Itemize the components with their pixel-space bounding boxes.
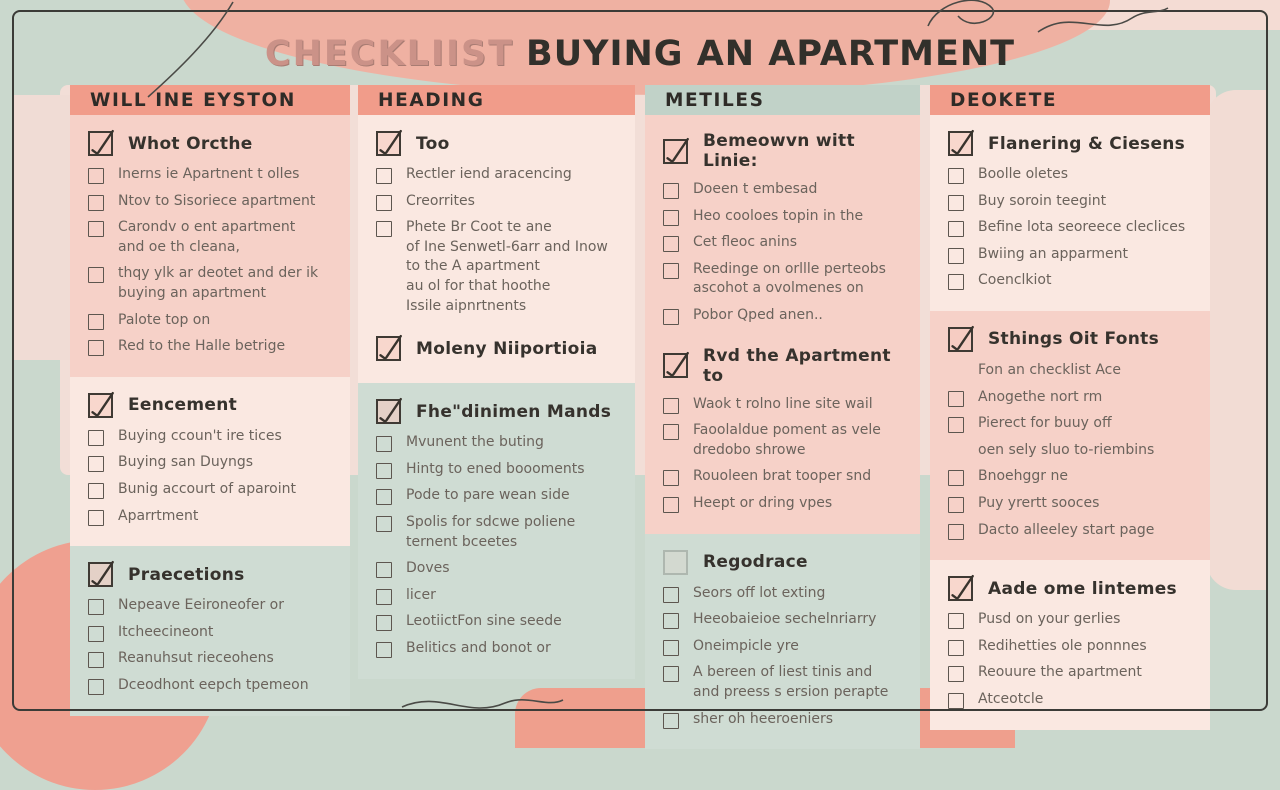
item-text [406, 486, 570, 506]
item-text [693, 395, 873, 415]
item-line: Belitics and bonot or [406, 639, 551, 656]
item-text [118, 623, 213, 643]
item-line: sher oh heeroeniers [693, 710, 834, 727]
item-text [693, 306, 823, 326]
section-title: Flanering & Ciesens [988, 133, 1186, 154]
section-title: Too [416, 133, 450, 154]
checklist-item [376, 165, 623, 185]
item-text [406, 192, 475, 212]
item-line: Creorrites [406, 192, 475, 209]
item-checkbox[interactable] [88, 626, 104, 642]
item-text [693, 467, 871, 487]
item-text [406, 165, 572, 185]
column-header-label: WILL INE EYSTON [90, 89, 296, 111]
item-checkbox[interactable] [88, 168, 104, 184]
item-checkbox[interactable] [948, 640, 964, 656]
section-checkbox[interactable] [663, 550, 688, 575]
item-checkbox[interactable] [88, 340, 104, 356]
item-line: Anogethe nort rm [978, 388, 1103, 405]
section-header [663, 346, 908, 386]
column-header [358, 85, 635, 115]
checklist-item [663, 494, 908, 514]
item-text [118, 337, 285, 357]
check-icon [88, 391, 115, 420]
check-icon [88, 560, 115, 589]
item-line: Carondv o ent apartment [118, 219, 296, 236]
section-checkbox[interactable] [948, 131, 973, 156]
section-title: Rvd the Apartment to [703, 345, 891, 386]
item-text [406, 218, 608, 316]
item-checkbox[interactable] [948, 221, 964, 237]
panel [70, 377, 350, 546]
item-line: Bunig accourt of aparoint [118, 480, 296, 497]
checklist-item [88, 507, 338, 527]
item-line: buying an apartment [118, 284, 266, 301]
checklist-item [376, 460, 623, 480]
item-checkbox[interactable] [948, 248, 964, 264]
item-checkbox[interactable] [88, 483, 104, 499]
item-line: Ntov to Sisoriece apartment [118, 192, 316, 209]
item-text [978, 467, 1068, 487]
item-checkbox[interactable] [948, 391, 964, 407]
section-header [376, 399, 623, 424]
column-2 [358, 85, 635, 679]
item-text [978, 388, 1102, 408]
checklist-item [376, 639, 623, 659]
item-checkbox[interactable] [663, 309, 679, 325]
panel [645, 115, 920, 534]
item-text [118, 427, 282, 447]
item-line: Inerns ie Apartnent t olles [118, 166, 300, 182]
check-icon [948, 325, 975, 354]
item-checkbox[interactable] [88, 652, 104, 668]
section-title: Whot Orcthe [128, 133, 253, 154]
column-header [70, 85, 350, 115]
section-checkbox[interactable] [663, 353, 688, 378]
item-line: Atceotcle [978, 690, 1044, 707]
item-text [118, 218, 295, 257]
checklist-item [948, 467, 1198, 487]
item-line: dredobo shrowe [693, 441, 806, 458]
item-checkbox[interactable] [663, 470, 679, 486]
column-4 [930, 85, 1210, 730]
item-checkbox[interactable] [88, 267, 104, 283]
column-header-label: DEOKETE [950, 89, 1058, 111]
item-text [693, 637, 799, 657]
check-icon [376, 334, 403, 363]
checklist-item [376, 612, 623, 632]
item-checkbox[interactable] [376, 221, 392, 237]
item-text [118, 596, 284, 616]
item-line: and oe th cleana, [118, 238, 240, 255]
item-line: Hintg to ened boooments [406, 460, 585, 477]
item-line: ascohot a ovolmenes on [693, 280, 864, 297]
item-line: thqy ylk ar deotet and der ik [118, 265, 319, 282]
item-text [118, 676, 309, 696]
panel [645, 534, 920, 750]
item-line: Rouoleen brat tooper snd [693, 468, 872, 485]
section-checkbox[interactable] [948, 327, 973, 352]
checklist-item [948, 610, 1198, 630]
item-line: Pierect for buuy off [978, 415, 1112, 432]
item-text [118, 480, 296, 500]
section-header [88, 562, 338, 587]
item-checkbox[interactable] [948, 274, 964, 290]
checklist-item [948, 218, 1198, 238]
section-header [948, 327, 1198, 352]
check-icon [663, 351, 690, 380]
title-main-words: BUYING AN APARTMENT [526, 34, 1016, 74]
check-icon [948, 129, 975, 158]
item-text [978, 271, 1051, 291]
checklist-item [663, 207, 908, 227]
item-line: of Ine Senwetl-6arr and Inow [406, 238, 608, 255]
item-checkbox[interactable] [663, 497, 679, 513]
checklist-item [88, 311, 338, 331]
checklist-item [663, 584, 908, 604]
item-text [978, 610, 1120, 630]
item-line: Pobor Qped anen.. [693, 306, 823, 323]
section-title: Fhe"dinimen Mands [416, 401, 612, 422]
checklist-item [948, 690, 1198, 710]
item-checkbox[interactable] [376, 489, 392, 505]
item-text [978, 414, 1112, 434]
column-header-label: HEADING [378, 89, 485, 111]
item-checkbox[interactable] [376, 562, 392, 578]
item-text [693, 207, 863, 227]
checklist-item [948, 192, 1198, 212]
section-checkbox[interactable] [663, 139, 688, 164]
item-text [978, 663, 1142, 683]
item-checkbox[interactable] [376, 436, 392, 452]
section-header [663, 131, 908, 171]
item-checkbox[interactable] [376, 589, 392, 605]
section-checkbox[interactable] [376, 336, 401, 361]
panel [930, 311, 1210, 560]
item-line: Buying ccoun't ire tices [118, 427, 282, 444]
section-header [88, 131, 338, 156]
item-line: Coenclkiot [978, 272, 1052, 289]
item-text [693, 421, 881, 460]
item-text [693, 710, 833, 730]
checklist-item [88, 623, 338, 643]
checklist-item [663, 395, 908, 415]
section-title: Moleny Niiportioia [416, 338, 598, 359]
section-header [948, 576, 1198, 601]
item-text [978, 441, 1154, 461]
item-line: Befine lota seoreece cleclices [978, 219, 1186, 236]
item-line: Dceodhont eepch tpemeon [118, 676, 309, 693]
checklist-item [948, 494, 1198, 514]
item-checkbox[interactable] [663, 183, 679, 199]
item-text [406, 433, 544, 453]
column-header [930, 85, 1210, 115]
checklist-item [376, 559, 623, 579]
item-text [978, 245, 1128, 265]
checklist-item [948, 271, 1198, 291]
item-line: Pode to pare wean side [406, 487, 570, 504]
checklist-item [663, 467, 908, 487]
checklist-item [88, 596, 338, 616]
item-checkbox[interactable] [88, 221, 104, 237]
section-header [376, 131, 623, 156]
item-text [978, 690, 1043, 710]
item-text [693, 584, 825, 604]
item-text [978, 494, 1099, 514]
checklist-item [663, 306, 908, 326]
section-checkbox[interactable] [88, 562, 113, 587]
item-text [406, 513, 575, 552]
item-line: Doeen t embesad [693, 181, 818, 197]
item-checkbox[interactable] [88, 510, 104, 526]
checklist-item [88, 427, 338, 447]
column-1 [70, 85, 350, 716]
panel [930, 560, 1210, 729]
item-checkbox[interactable] [948, 195, 964, 211]
checklist-item [948, 637, 1198, 657]
item-text [978, 218, 1185, 238]
item-line: Dacto alleeley start page [978, 521, 1155, 538]
item-line: Phete Br Coot te ane [406, 219, 552, 236]
item-line: Rectler iend aracencing [406, 166, 572, 182]
checklist-item [663, 233, 908, 253]
item-checkbox[interactable] [948, 497, 964, 513]
item-line: Faoolaldue poment as vele [693, 422, 881, 439]
panel [70, 546, 350, 715]
item-text [978, 361, 1121, 381]
item-line: Bwiing an apparment [978, 245, 1129, 262]
item-line: Nepeave Eeironeofer or [118, 597, 284, 614]
item-line: Reouure the apartment [978, 664, 1142, 681]
item-line: Mvunent the buting [406, 434, 544, 451]
checklist-item [88, 649, 338, 669]
item-line: Itcheecineont [118, 623, 214, 640]
item-checkbox[interactable] [948, 168, 964, 184]
checklist-item [88, 192, 338, 212]
item-checkbox[interactable] [663, 236, 679, 252]
item-text [406, 559, 450, 579]
item-checkbox[interactable] [948, 417, 964, 433]
checklist-item [376, 433, 623, 453]
section-title: Bemeowvn witt Linie: [703, 131, 855, 171]
item-checkbox[interactable] [88, 456, 104, 472]
title-accent-word: CHECKLIIST [264, 34, 515, 74]
item-line: Buy soroin teegint [978, 192, 1107, 209]
checklist-item [88, 453, 338, 473]
checklist-item [376, 486, 623, 506]
item-line: Buying san Duyngs [118, 454, 254, 471]
item-checkbox[interactable] [88, 679, 104, 695]
item-line: Heeobaieioe sechelnriarry [693, 611, 877, 628]
item-checkbox[interactable] [948, 470, 964, 486]
checklist-item [948, 663, 1198, 683]
section-checkbox[interactable] [88, 393, 113, 418]
item-text [406, 612, 562, 632]
checklist-item [376, 586, 623, 606]
section-title: Praecetions [128, 564, 245, 585]
section-checkbox[interactable] [948, 576, 973, 601]
check-icon [376, 397, 403, 426]
column-header-label: METILES [665, 89, 765, 111]
item-line: Pusd on your gerlies [978, 611, 1121, 628]
item-line: Doves [406, 560, 450, 577]
item-checkbox[interactable] [88, 599, 104, 615]
item-text [406, 639, 551, 659]
item-line: Waok t rolno line site wail [693, 395, 873, 412]
item-text [978, 521, 1154, 541]
item-text [693, 610, 876, 630]
item-checkbox[interactable] [663, 640, 679, 656]
checklist-item [88, 676, 338, 696]
item-line: LeotiictFon sine seede [406, 613, 562, 630]
item-text [978, 192, 1106, 212]
checklist-item [663, 421, 908, 460]
item-line: A bereen of liest tinis and [693, 664, 873, 681]
check-icon [663, 137, 690, 166]
item-line: oen sely sluo to-riembins [978, 441, 1155, 458]
check-icon [948, 574, 975, 603]
check-icon [88, 129, 115, 158]
item-text [693, 180, 817, 200]
item-text [978, 165, 1068, 185]
item-line: and preess s ersion perapte [693, 683, 889, 700]
item-text [118, 311, 210, 331]
checklist-item [948, 521, 1198, 541]
item-line: Seors off lot exting [693, 584, 826, 601]
item-text [118, 649, 274, 669]
item-line: Reedinge on orllle perteobs [693, 260, 886, 277]
checklist-item [663, 260, 908, 299]
checklist-item [376, 218, 623, 316]
item-line: Palote top on [118, 311, 211, 328]
item-text [118, 453, 253, 473]
item-line: Red to the Halle betrige [118, 338, 286, 355]
checklist-item [948, 388, 1198, 408]
checklist-item [88, 165, 338, 185]
panel [930, 115, 1210, 311]
item-checkbox[interactable] [663, 210, 679, 226]
section-title: Sthings Oit Fonts [988, 329, 1159, 350]
panel [358, 115, 635, 383]
item-checkbox[interactable] [948, 693, 964, 709]
item-line: Puy yrertt sooces [978, 494, 1100, 511]
section-checkbox[interactable] [376, 131, 401, 156]
item-text [693, 233, 797, 253]
item-text [118, 165, 299, 185]
item-line: Bnoehggr ne [978, 468, 1068, 485]
checklist-item [663, 180, 908, 200]
item-line: Heo cooloes topin in the [693, 207, 864, 224]
checklist-item [376, 513, 623, 552]
item-line: Heept or dring vpes [693, 494, 833, 511]
section-title: Eencement [128, 395, 238, 416]
item-checkbox[interactable] [663, 263, 679, 279]
item-checkbox[interactable] [376, 615, 392, 631]
item-text [693, 494, 832, 514]
check-icon [376, 129, 403, 158]
checklist-item [663, 663, 908, 702]
section-header [88, 393, 338, 418]
item-line: Boolle oletes [978, 166, 1069, 182]
checklist-item [663, 637, 908, 657]
column-header [645, 85, 920, 115]
item-text [693, 260, 886, 299]
checklist-item [88, 337, 338, 357]
item-line: Reanuhsut rieceohens [118, 650, 274, 667]
panel [358, 383, 635, 678]
item-checkbox[interactable] [663, 398, 679, 414]
checklist-item [376, 192, 623, 212]
item-checkbox[interactable] [663, 587, 679, 603]
item-text [118, 192, 315, 212]
item-checkbox[interactable] [663, 713, 679, 729]
item-checkbox[interactable] [376, 642, 392, 658]
item-checkbox[interactable] [948, 524, 964, 540]
item-checkbox[interactable] [663, 424, 679, 440]
section-title: Regodrace [703, 552, 808, 573]
item-checkbox[interactable] [948, 613, 964, 629]
checklist-item [88, 218, 338, 257]
item-line: ternent bceetes [406, 533, 518, 550]
item-line: licer [406, 586, 436, 603]
item-checkbox[interactable] [948, 666, 964, 682]
item-line: Redihetties ole ponnnes [978, 637, 1147, 654]
item-checkbox[interactable] [376, 463, 392, 479]
checklist-item [88, 264, 338, 303]
item-checkbox[interactable] [88, 314, 104, 330]
section-checkbox[interactable] [88, 131, 113, 156]
panel [70, 115, 350, 377]
item-line: au ol for that hoothe [406, 277, 551, 294]
item-checkbox[interactable] [376, 516, 392, 532]
item-text [406, 460, 585, 480]
item-checkbox[interactable] [376, 168, 392, 184]
item-text [118, 264, 318, 303]
item-checkbox[interactable] [663, 666, 679, 682]
section-header [376, 336, 623, 361]
section-title: Aade ome lintemes [988, 578, 1177, 599]
item-line: Aparrtment [118, 507, 199, 524]
item-text [118, 507, 198, 527]
checklist-item [948, 441, 1198, 461]
checklist-item [948, 245, 1198, 265]
section-header [948, 131, 1198, 156]
item-checkbox[interactable] [88, 430, 104, 446]
item-line: Oneimpicle yre [693, 637, 799, 654]
item-line: Issile aipnrtnents [406, 297, 527, 314]
checklist-item [663, 710, 908, 730]
item-line: to the A apartment [406, 258, 540, 275]
column-3 [645, 85, 920, 749]
item-checkbox[interactable] [663, 613, 679, 629]
item-checkbox[interactable] [376, 195, 392, 211]
item-text [406, 586, 436, 606]
item-checkbox[interactable] [88, 195, 104, 211]
item-line: Fon an checklist Ace [978, 361, 1121, 378]
item-text [978, 637, 1147, 657]
checklist-item [948, 414, 1198, 434]
item-text [693, 663, 888, 702]
item-line: Spolis for sdcwe poliene [406, 513, 576, 530]
checklist-item [948, 165, 1198, 185]
section-header [663, 550, 908, 575]
checklist-item [663, 610, 908, 630]
item-line: Cet fleoc anins [693, 234, 797, 251]
section-checkbox[interactable] [376, 399, 401, 424]
checklist-item [948, 361, 1198, 381]
checklist-item [88, 480, 338, 500]
